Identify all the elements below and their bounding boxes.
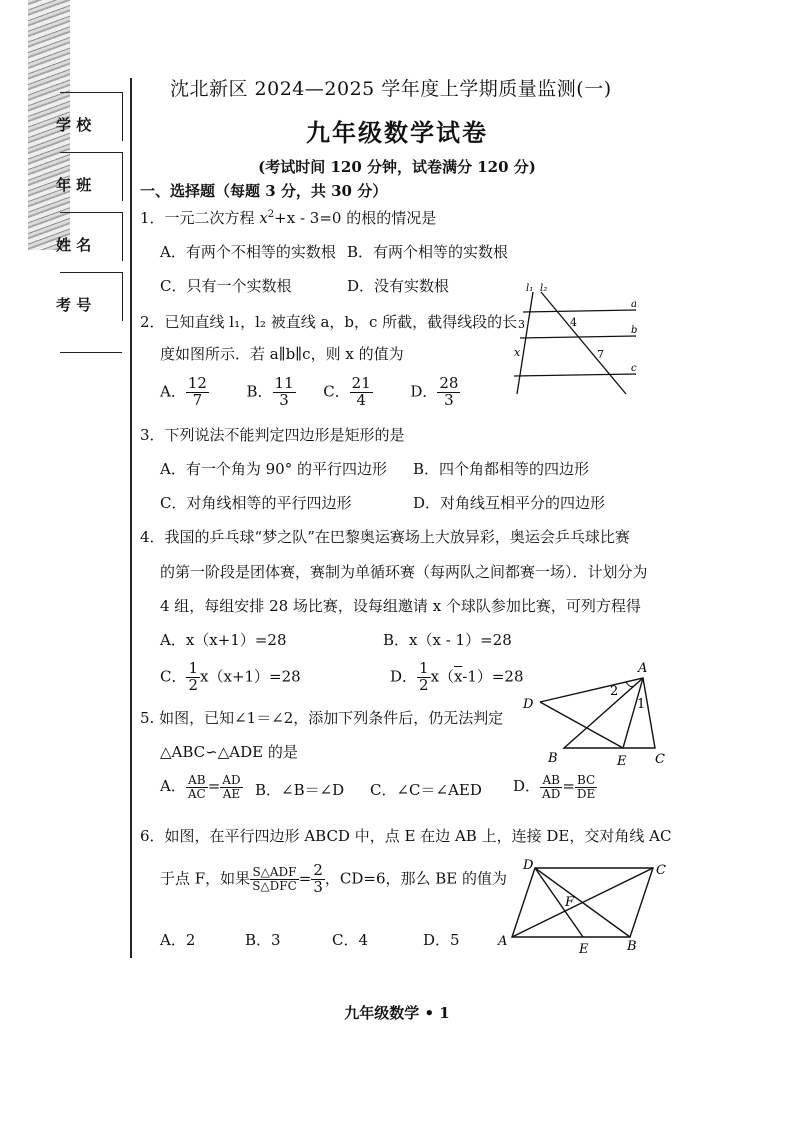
- side-divider: [60, 352, 122, 353]
- label-l1: l₁: [526, 283, 534, 294]
- q1-option-b: B．有两个相等的实数根: [347, 243, 509, 261]
- vertex-C: C: [656, 863, 666, 878]
- question-6-line2: 于点 F，如果 $\frac{\text{S△ADF}}{\text{S△DFC}}$ = $\frac{2}{3}$ ，CD=6，那么 BE 的值为: [160, 861, 508, 896]
- label-a: a: [631, 299, 637, 310]
- label-b: b: [631, 325, 638, 336]
- vertex-D: D: [523, 858, 534, 873]
- vertex-A: A: [638, 661, 648, 676]
- question-5-line1: 5. 如图，已知∠1＝∠2，添加下列条件后，仍无法判定: [140, 709, 504, 727]
- segment-7: 7: [597, 348, 604, 361]
- label-c: c: [631, 363, 637, 374]
- q5-option-a: A． $\frac{AB}{AC}$ = $\frac{AD}{AE}$: [160, 773, 241, 801]
- vertex-A: A: [498, 934, 508, 949]
- q3-option-d: D．对角线互相平分的四边形: [413, 494, 606, 512]
- number-label: 考 号: [56, 296, 92, 314]
- question-1-stem: 1．一元二次方程 $x^2+x - 3=0$ 的根的情况是: [140, 209, 437, 227]
- q2-options: A． $\frac{12}{7}$ B． $\frac{11}{3}$ C． $\frac{21}{4}$ D． $\frac{28}{3}$: [160, 374, 459, 409]
- q4-option-c: C． $\frac{1}{2}$ x（x+1）=28: [160, 659, 301, 694]
- point-E: E: [579, 942, 589, 957]
- segment-3: 3: [518, 318, 525, 331]
- point-F: F: [565, 895, 575, 910]
- question-6-line1: 6．如图，在平行四边形 ABCD 中，点 E 在边 AB 上，连接 DE，交对角线 AC: [140, 827, 672, 845]
- q5-option-c: C．∠C＝∠AED: [370, 781, 482, 799]
- vertex-B: B: [627, 939, 637, 954]
- question-2-line1: 2．已知直线 l₁，l₂ 被直线 a，b，c 所截，截得线段的长: [140, 313, 518, 331]
- q1-option-d: D．没有实数根: [347, 277, 450, 295]
- vertex-E: E: [617, 754, 627, 769]
- vertex-D: D: [523, 697, 534, 712]
- exam-info: (考试时间 120 分钟，试卷满分 120 分): [258, 158, 536, 176]
- vertex-B: B: [548, 751, 558, 766]
- question-4-line2: 的第一阶段是团体赛，赛制为单循环赛（每两队之间都赛一场）．计划分为: [160, 563, 648, 581]
- q1-option-a: A．有两个不相等的实数根: [160, 243, 336, 261]
- question-2-line2: 度如图所示．若 a∥b∥c，则 x 的值为: [160, 345, 404, 363]
- school-label: 学 校: [56, 116, 92, 134]
- q6-option-c: C．4: [332, 931, 369, 949]
- q4-option-d: D． $\frac{1}{2}$ $x(\overline{x}-1)=28$: [390, 659, 524, 694]
- q6-option-b: B．3: [245, 931, 281, 949]
- q3-option-c: C．对角线相等的平行四边形: [160, 494, 352, 512]
- question-5-line2: △ABC∽△ADE 的是: [160, 743, 298, 761]
- q6-option-a: A．2: [160, 931, 196, 949]
- number-field: [56, 272, 123, 321]
- q2-parallel-lines-figure: [508, 282, 643, 397]
- angle-2-label: 2: [610, 684, 619, 699]
- q3-option-a: A．有一个角为 90° 的平行四边形: [160, 460, 387, 478]
- question-4-line1: 4．我国的乒乓球“梦之队”在巴黎奥运赛场上大放异彩，奥运会乒乓球比赛: [140, 528, 630, 546]
- q5-option-d: D． $\frac{AB}{AD}$ = $\frac{BC}{DE}$: [513, 773, 596, 801]
- page-footer: 九年级数学 • 1: [344, 1004, 450, 1022]
- name-field: [56, 212, 123, 261]
- angle-1-label: 1: [637, 697, 646, 712]
- question-3-stem: 3．下列说法不能判定四边形是矩形的是: [140, 426, 405, 444]
- q6-option-d: D．5: [423, 931, 460, 949]
- class-label: 年 班: [56, 176, 92, 194]
- q4-option-b: B．x（x - 1）=28: [383, 631, 512, 649]
- vertex-C: C: [655, 752, 665, 767]
- section-heading: 一、选择题（每题 3 分，共 30 分）: [140, 182, 388, 200]
- segment-x: x: [514, 346, 521, 359]
- q3-option-b: B．四个角都相等的四边形: [413, 460, 590, 478]
- name-label: 姓 名: [56, 236, 92, 254]
- q5-option-b: B．∠B＝∠D: [255, 781, 345, 799]
- exam-title: 沈北新区 2024—2025 学年度上学期质量监测(一): [170, 78, 612, 100]
- q5-triangle-figure: [518, 658, 678, 770]
- paper-title: 九年级数学试卷: [306, 118, 488, 147]
- label-l2: l₂: [540, 283, 548, 294]
- q6-parallelogram-figure: [495, 852, 675, 957]
- q1-option-c: C．只有一个实数根: [160, 277, 292, 295]
- segment-4: 4: [570, 316, 577, 329]
- question-4-line3: 4 组，每组安排 28 场比赛，设每组邀请 x 个球队参加比赛，可列方程得: [160, 597, 641, 615]
- binding-line: [130, 78, 132, 958]
- q4-option-a: A．x（x+1）=28: [160, 631, 287, 649]
